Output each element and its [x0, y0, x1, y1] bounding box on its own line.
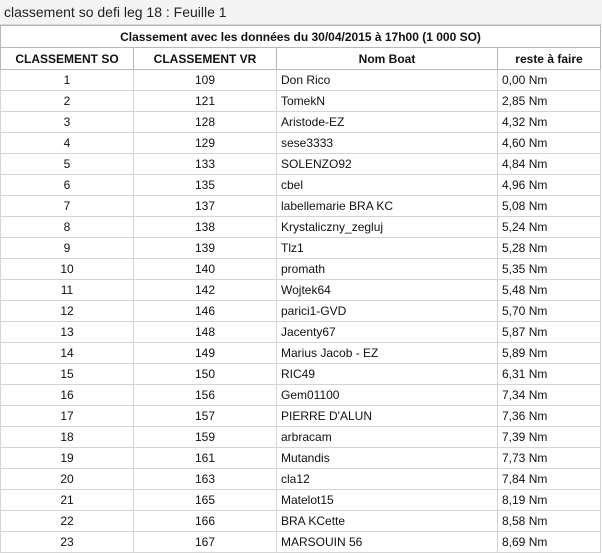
cell-nom-boat[interactable]: Matelot15: [277, 490, 498, 511]
cell-nom-boat[interactable]: Jacenty67: [277, 322, 498, 343]
cell-reste-a-faire[interactable]: 5,89 Nm: [498, 343, 601, 364]
header-nom-boat[interactable]: Nom Boat: [277, 48, 498, 70]
table-row: [1, 91, 601, 112]
table-row: [1, 70, 601, 91]
cell-classement-vr[interactable]: 166: [134, 511, 277, 532]
cell-classement-so[interactable]: 12: [1, 301, 134, 322]
cell-reste-a-faire[interactable]: 8,58 Nm: [498, 511, 601, 532]
cell-classement-vr[interactable]: 135: [134, 175, 277, 196]
cell-nom-boat[interactable]: labellemarie BRA KC: [277, 196, 498, 217]
cell-reste-a-faire[interactable]: 5,28 Nm: [498, 238, 601, 259]
cell-classement-so[interactable]: 23: [1, 532, 134, 553]
cell-reste-a-faire[interactable]: 7,73 Nm: [498, 448, 601, 469]
table-row: [1, 406, 601, 427]
cell-classement-vr[interactable]: 146: [134, 301, 277, 322]
cell-reste-a-faire[interactable]: 5,35 Nm: [498, 259, 601, 280]
cell-nom-boat[interactable]: Krystaliczny_zegluj: [277, 217, 498, 238]
cell-classement-vr[interactable]: 148: [134, 322, 277, 343]
cell-classement-so[interactable]: 19: [1, 448, 134, 469]
cell-classement-so[interactable]: 11: [1, 280, 134, 301]
cell-reste-a-faire[interactable]: 8,69 Nm: [498, 532, 601, 553]
cell-nom-boat[interactable]: TomekN: [277, 91, 498, 112]
cell-nom-boat[interactable]: arbracam: [277, 427, 498, 448]
cell-classement-so[interactable]: 6: [1, 175, 134, 196]
cell-classement-so[interactable]: 2: [1, 91, 134, 112]
cell-classement-so[interactable]: 18: [1, 427, 134, 448]
cell-classement-so[interactable]: 21: [1, 490, 134, 511]
cell-nom-boat[interactable]: Tlz1: [277, 238, 498, 259]
cell-classement-so[interactable]: 9: [1, 238, 134, 259]
cell-nom-boat[interactable]: Wojtek64: [277, 280, 498, 301]
table-row: [1, 280, 601, 301]
cell-classement-vr[interactable]: 121: [134, 91, 277, 112]
table-row: [1, 385, 601, 406]
table-row: [1, 490, 601, 511]
cell-classement-vr[interactable]: 128: [134, 112, 277, 133]
cell-nom-boat[interactable]: MARSOUIN 56: [277, 532, 498, 553]
cell-nom-boat[interactable]: cla12: [277, 469, 498, 490]
cell-nom-boat[interactable]: promath: [277, 259, 498, 280]
cell-classement-vr[interactable]: 138: [134, 217, 277, 238]
cell-nom-boat[interactable]: BRA KCette: [277, 511, 498, 532]
table-row: [1, 112, 601, 133]
cell-classement-so[interactable]: 17: [1, 406, 134, 427]
cell-nom-boat[interactable]: Gem01100: [277, 385, 498, 406]
cell-reste-a-faire[interactable]: 7,34 Nm: [498, 385, 601, 406]
cell-nom-boat[interactable]: SOLENZO92: [277, 154, 498, 175]
cell-reste-a-faire[interactable]: 7,39 Nm: [498, 427, 601, 448]
header-reste-a-faire[interactable]: reste à faire: [498, 48, 601, 70]
cell-reste-a-faire[interactable]: 4,96 Nm: [498, 175, 601, 196]
caption-row: [1, 26, 601, 48]
table-row: [1, 511, 601, 532]
cell-classement-vr[interactable]: 156: [134, 385, 277, 406]
cell-classement-vr[interactable]: 163: [134, 469, 277, 490]
cell-classement-vr[interactable]: 139: [134, 238, 277, 259]
cell-classement-so[interactable]: 4: [1, 133, 134, 154]
cell-classement-vr[interactable]: 165: [134, 490, 277, 511]
table-row: [1, 175, 601, 196]
table-row: [1, 238, 601, 259]
cell-nom-boat[interactable]: Mutandis: [277, 448, 498, 469]
cell-nom-boat[interactable]: sese3333: [277, 133, 498, 154]
table-row: [1, 259, 601, 280]
cell-classement-vr[interactable]: 133: [134, 154, 277, 175]
cell-classement-so[interactable]: 1: [1, 70, 134, 91]
header-row: [1, 48, 601, 70]
table-row: [1, 154, 601, 175]
cell-nom-boat[interactable]: Don Rico: [277, 70, 498, 91]
cell-reste-a-faire[interactable]: 7,84 Nm: [498, 469, 601, 490]
cell-reste-a-faire[interactable]: 5,08 Nm: [498, 196, 601, 217]
cell-reste-a-faire[interactable]: 5,24 Nm: [498, 217, 601, 238]
spreadsheet[interactable]: [0, 25, 602, 553]
cell-classement-so[interactable]: 8: [1, 217, 134, 238]
table-row: [1, 448, 601, 469]
cell-classement-vr[interactable]: 159: [134, 427, 277, 448]
ranking-table: [0, 25, 601, 553]
cell-classement-vr[interactable]: 157: [134, 406, 277, 427]
cell-classement-vr[interactable]: 140: [134, 259, 277, 280]
cell-reste-a-faire[interactable]: 2,85 Nm: [498, 91, 601, 112]
table-row: [1, 427, 601, 448]
cell-classement-so[interactable]: 3: [1, 112, 134, 133]
cell-classement-vr[interactable]: 161: [134, 448, 277, 469]
cell-classement-vr[interactable]: 109: [134, 70, 277, 91]
table-row: [1, 133, 601, 154]
cell-classement-so[interactable]: 10: [1, 259, 134, 280]
cell-classement-so[interactable]: 7: [1, 196, 134, 217]
cell-nom-boat[interactable]: RIC49: [277, 364, 498, 385]
cell-classement-so[interactable]: 15: [1, 364, 134, 385]
cell-classement-vr[interactable]: 149: [134, 343, 277, 364]
header-classement-so[interactable]: CLASSEMENT SO: [1, 48, 134, 70]
cell-nom-boat[interactable]: Aristode-EZ: [277, 112, 498, 133]
cell-reste-a-faire[interactable]: 4,60 Nm: [498, 133, 601, 154]
cell-nom-boat[interactable]: PIERRE D'ALUN: [277, 406, 498, 427]
cell-classement-vr[interactable]: 150: [134, 364, 277, 385]
cell-classement-so[interactable]: 20: [1, 469, 134, 490]
cell-classement-so[interactable]: 16: [1, 385, 134, 406]
header-classement-vr[interactable]: CLASSEMENT VR: [134, 48, 277, 70]
cell-reste-a-faire[interactable]: 4,32 Nm: [498, 112, 601, 133]
table-row: [1, 301, 601, 322]
table-row: [1, 217, 601, 238]
table-caption[interactable]: Classement avec les données du 30/04/2015 à 17h00 (1 000 SO): [1, 26, 601, 48]
table-row: [1, 364, 601, 385]
cell-reste-a-faire[interactable]: 6,31 Nm: [498, 364, 601, 385]
table-row: [1, 196, 601, 217]
document-title: classement so defi leg 18 : Feuille 1: [0, 0, 602, 25]
table-row: [1, 469, 601, 490]
cell-nom-boat[interactable]: cbel: [277, 175, 498, 196]
cell-classement-so[interactable]: 5: [1, 154, 134, 175]
cell-classement-vr[interactable]: 137: [134, 196, 277, 217]
cell-classement-vr[interactable]: 142: [134, 280, 277, 301]
cell-classement-so[interactable]: 14: [1, 343, 134, 364]
cell-reste-a-faire[interactable]: 0,00 Nm: [498, 70, 601, 91]
table-row: [1, 343, 601, 364]
cell-nom-boat[interactable]: Marius Jacob - EZ: [277, 343, 498, 364]
table-row: [1, 532, 601, 553]
cell-reste-a-faire[interactable]: 8,19 Nm: [498, 490, 601, 511]
cell-nom-boat[interactable]: parici1-GVD: [277, 301, 498, 322]
cell-reste-a-faire[interactable]: 5,48 Nm: [498, 280, 601, 301]
table-row: [1, 322, 601, 343]
cell-reste-a-faire[interactable]: 5,87 Nm: [498, 322, 601, 343]
cell-classement-vr[interactable]: 167: [134, 532, 277, 553]
cell-reste-a-faire[interactable]: 5,70 Nm: [498, 301, 601, 322]
cell-reste-a-faire[interactable]: 4,84 Nm: [498, 154, 601, 175]
cell-classement-vr[interactable]: 129: [134, 133, 277, 154]
cell-classement-so[interactable]: 22: [1, 511, 134, 532]
cell-classement-so[interactable]: 13: [1, 322, 134, 343]
cell-reste-a-faire[interactable]: 7,36 Nm: [498, 406, 601, 427]
